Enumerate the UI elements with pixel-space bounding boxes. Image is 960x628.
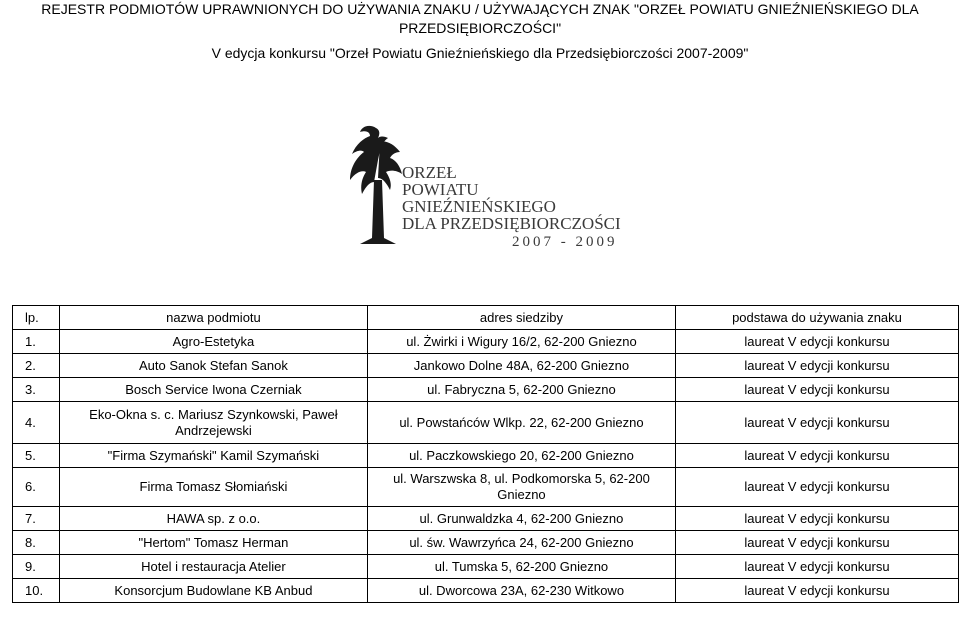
row-name: Hotel i restauracja Atelier xyxy=(59,555,367,579)
row-name: "Hertom" Tomasz Herman xyxy=(59,531,367,555)
document-subtitle: V edycja konkursu "Orzeł Powiatu Gnieźnieńskiego dla Przedsiębiorczości 2007-2009" xyxy=(211,45,749,61)
header-address: adres siedziby xyxy=(367,306,675,330)
row-address: Jankowo Dolne 48A, 62-200 Gniezno xyxy=(367,354,675,378)
row-basis: laureat V edycji konkursu xyxy=(675,555,958,579)
document-title-line-1: REJESTR PODMIOTÓW UPRAWNIONYCH DO UŻYWANIA ZNAKU / UŻYWAJĄCYCH ZNAK "ORZEŁ POWIATU GNIEŹNIEŃSKIEGO DLA xyxy=(41,1,919,17)
row-lp: 6. xyxy=(13,468,60,507)
row-lp: 5. xyxy=(13,444,60,468)
row-name: Eko-Okna s. c. Mariusz Szynkowski, Paweł Andrzejewski xyxy=(59,402,367,444)
row-name: Auto Sanok Stefan Sanok xyxy=(59,354,367,378)
row-name: HAWA sp. z o.o. xyxy=(59,507,367,531)
row-lp: 1. xyxy=(13,330,60,354)
row-address: ul. Warszwska 8, ul. Podkomorska 5, 62-200 Gniezno xyxy=(367,468,675,507)
logo-line-powiatu: POWIATU xyxy=(402,180,479,199)
row-name: Agro-Estetyka xyxy=(59,330,367,354)
table-row xyxy=(13,378,959,402)
header-basis: podstawa do używania znaku xyxy=(675,306,958,330)
header-lp: lp. xyxy=(13,306,60,330)
row-address: ul. Powstańców Wlkp. 22, 62-200 Gniezno xyxy=(367,402,675,444)
table-row xyxy=(13,507,959,531)
row-lp: 3. xyxy=(13,378,60,402)
contest-logo xyxy=(340,120,660,260)
table-row xyxy=(13,402,959,444)
logo-line-gnieznienskiego: GNIEŹNIEŃSKIEGO xyxy=(402,197,556,216)
document-title-line-2: PRZEDSIĘBIORCZOŚCI" xyxy=(398,20,562,36)
row-address: ul. Grunwaldzka 4, 62-200 Gniezno xyxy=(367,507,675,531)
row-address: ul. Żwirki i Wigury 16/2, 62-200 Gniezno xyxy=(367,330,675,354)
row-address: ul. Fabryczna 5, 62-200 Gniezno xyxy=(367,378,675,402)
row-basis: laureat V edycji konkursu xyxy=(675,378,958,402)
row-basis: laureat V edycji konkursu xyxy=(675,507,958,531)
row-lp: 2. xyxy=(13,354,60,378)
row-name: Konsorcjum Budowlane KB Anbud xyxy=(59,579,367,603)
eagle-icon xyxy=(340,120,410,255)
row-basis: laureat V edycji konkursu xyxy=(675,330,958,354)
table-row xyxy=(13,531,959,555)
row-name: Bosch Service Iwona Czerniak xyxy=(59,378,367,402)
table-row xyxy=(13,555,959,579)
table-row xyxy=(13,354,959,378)
row-lp: 9. xyxy=(13,555,60,579)
row-address: ul. Dworcowa 23A, 62-230 Witkowo xyxy=(367,579,675,603)
table-row xyxy=(13,468,959,507)
row-address: ul. Paczkowskiego 20, 62-200 Gniezno xyxy=(367,444,675,468)
logo-line-orzel: ORZEŁ xyxy=(402,163,457,182)
logo-years: 2007 - 2009 xyxy=(512,234,618,250)
header-name: nazwa podmiotu xyxy=(59,306,367,330)
row-basis: laureat V edycji konkursu xyxy=(675,531,958,555)
row-basis: laureat V edycji konkursu xyxy=(675,468,958,507)
row-address: ul. św. Wawrzyńca 24, 62-200 Gniezno xyxy=(367,531,675,555)
row-basis: laureat V edycji konkursu xyxy=(675,579,958,603)
row-lp: 7. xyxy=(13,507,60,531)
row-lp: 4. xyxy=(13,402,60,444)
table-row xyxy=(13,579,959,603)
row-lp: 10. xyxy=(13,579,60,603)
table-header-row xyxy=(13,306,959,330)
registry-table xyxy=(12,305,959,603)
row-basis: laureat V edycji konkursu xyxy=(675,402,958,444)
row-address: ul. Tumska 5, 62-200 Gniezno xyxy=(367,555,675,579)
logo-line-dla-przedsiebiorczosci: DLA PRZEDSIĘBIORCZOŚCI xyxy=(402,214,621,233)
row-lp: 8. xyxy=(13,531,60,555)
table-row xyxy=(13,330,959,354)
row-basis: laureat V edycji konkursu xyxy=(675,354,958,378)
row-basis: laureat V edycji konkursu xyxy=(675,444,958,468)
row-name: Firma Tomasz Słomiański xyxy=(59,468,367,507)
row-name: "Firma Szymański" Kamil Szymański xyxy=(59,444,367,468)
table-row xyxy=(13,444,959,468)
